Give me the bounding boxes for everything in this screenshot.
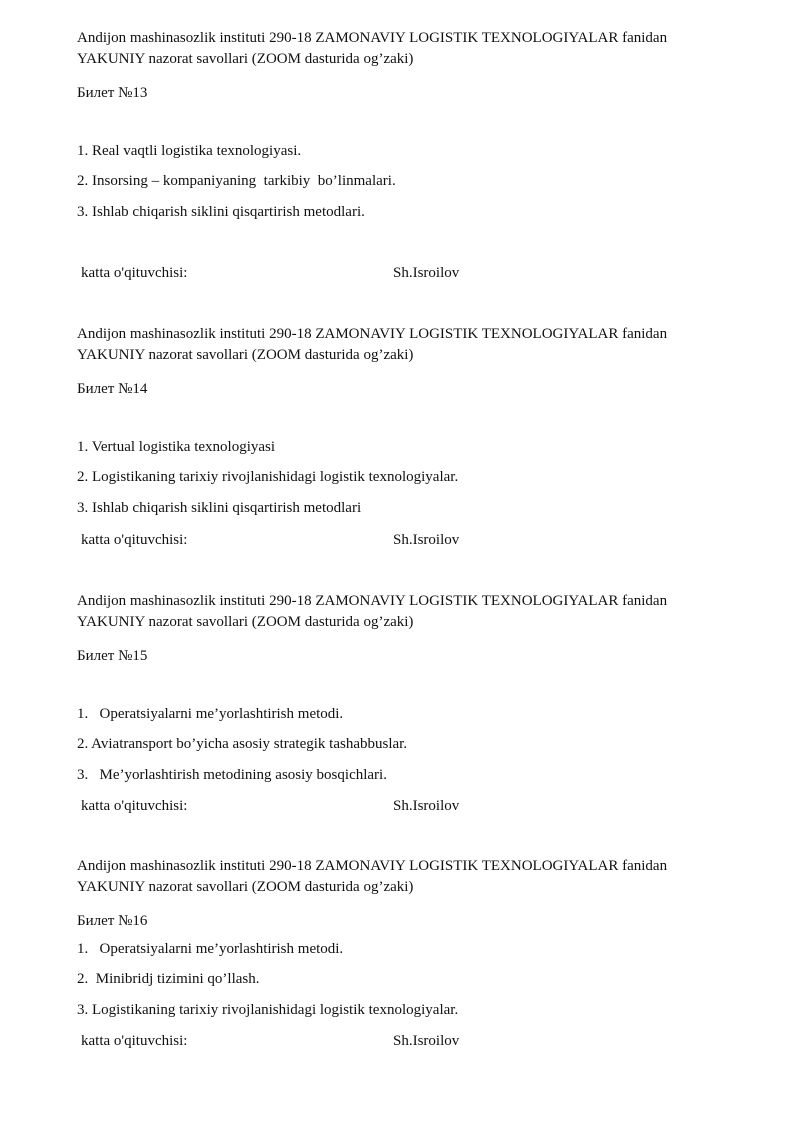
teacher-role: katta o'qituvchisi: <box>81 1033 188 1049</box>
teacher-role: katta o'qituvchisi: <box>81 265 188 281</box>
signature-line <box>77 1031 757 1051</box>
header-line-2: YAKUNIY nazorat savollari (ZOOM dasturida og’zaki) <box>77 347 414 363</box>
ticket-header <box>77 591 757 633</box>
question-2: 2. Insorsing – kompaniyaning tarkibiy bo’linmalari. <box>77 173 396 189</box>
teacher-name: Sh.Isroilov <box>393 532 460 548</box>
question-1: 1. Operatsiyalarni me’yorlashtirish metodi. <box>77 941 344 957</box>
teacher-name: Sh.Isroilov <box>393 265 460 281</box>
ticket-header <box>77 324 757 366</box>
header-line-2: YAKUNIY nazorat savollari (ZOOM dasturida og’zaki) <box>77 879 414 895</box>
question-3: 3. Ishlab chiqarish siklini qisqartirish metodlari. <box>77 204 365 220</box>
header-line-1: Andijon mashinasozlik instituti 290-18 ZAMONAVIY LOGISTIK TEXNOLOGIYALAR fanidan <box>77 326 668 342</box>
question-3: 3. Me’yorlashtirish metodining asosiy bosqichlari. <box>77 767 387 783</box>
exam-ticket <box>77 28 757 281</box>
ticket-header <box>77 28 757 70</box>
signature-line <box>77 530 757 550</box>
signature-line <box>77 796 757 816</box>
question-3: 3. Ishlab chiqarish siklini qisqartirish metodlari <box>77 500 362 516</box>
teacher-name: Sh.Isroilov <box>393 798 460 814</box>
header-line-2: YAKUNIY nazorat savollari (ZOOM dasturida og’zaki) <box>77 614 414 630</box>
question-2: 2. Aviatransport bo’yicha asosiy strategik tashabbuslar. <box>77 736 408 752</box>
exam-ticket <box>77 324 757 548</box>
ticket-number: Билет №13 <box>77 85 148 101</box>
exam-ticket <box>77 856 757 1049</box>
teacher-name: Sh.Isroilov <box>393 1033 460 1049</box>
ticket-number: Билет №16 <box>77 913 148 929</box>
header-line-1: Andijon mashinasozlik instituti 290-18 ZAMONAVIY LOGISTIK TEXNOLOGIYALAR fanidan <box>77 858 668 874</box>
teacher-role: katta o'qituvchisi: <box>81 798 188 814</box>
ticket-header <box>77 856 757 898</box>
signature-line <box>77 263 757 283</box>
exam-ticket <box>77 591 757 814</box>
question-2: 2. Logistikaning tarixiy rivojlanishidagi logistik texnologiyalar. <box>77 469 459 485</box>
question-3: 3. Logistikaning tarixiy rivojlanishidagi logistik texnologiyalar. <box>77 1002 459 1018</box>
header-line-2: YAKUNIY nazorat savollari (ZOOM dasturida og’zaki) <box>77 51 414 67</box>
question-1: 1. Real vaqtli logistika texnologiyasi. <box>77 143 302 159</box>
question-1: 1. Vertual logistika texnologiyasi <box>77 439 276 455</box>
question-2: 2. Minibridj tizimini qo’llash. <box>77 971 260 987</box>
question-1: 1. Operatsiyalarni me’yorlashtirish metodi. <box>77 706 344 722</box>
header-line-1: Andijon mashinasozlik instituti 290-18 ZAMONAVIY LOGISTIK TEXNOLOGIYALAR fanidan <box>77 593 668 609</box>
header-line-1: Andijon mashinasozlik instituti 290-18 ZAMONAVIY LOGISTIK TEXNOLOGIYALAR fanidan <box>77 30 668 46</box>
ticket-number: Билет №15 <box>77 648 148 664</box>
ticket-number: Билет №14 <box>77 381 148 397</box>
teacher-role: katta o'qituvchisi: <box>81 532 188 548</box>
